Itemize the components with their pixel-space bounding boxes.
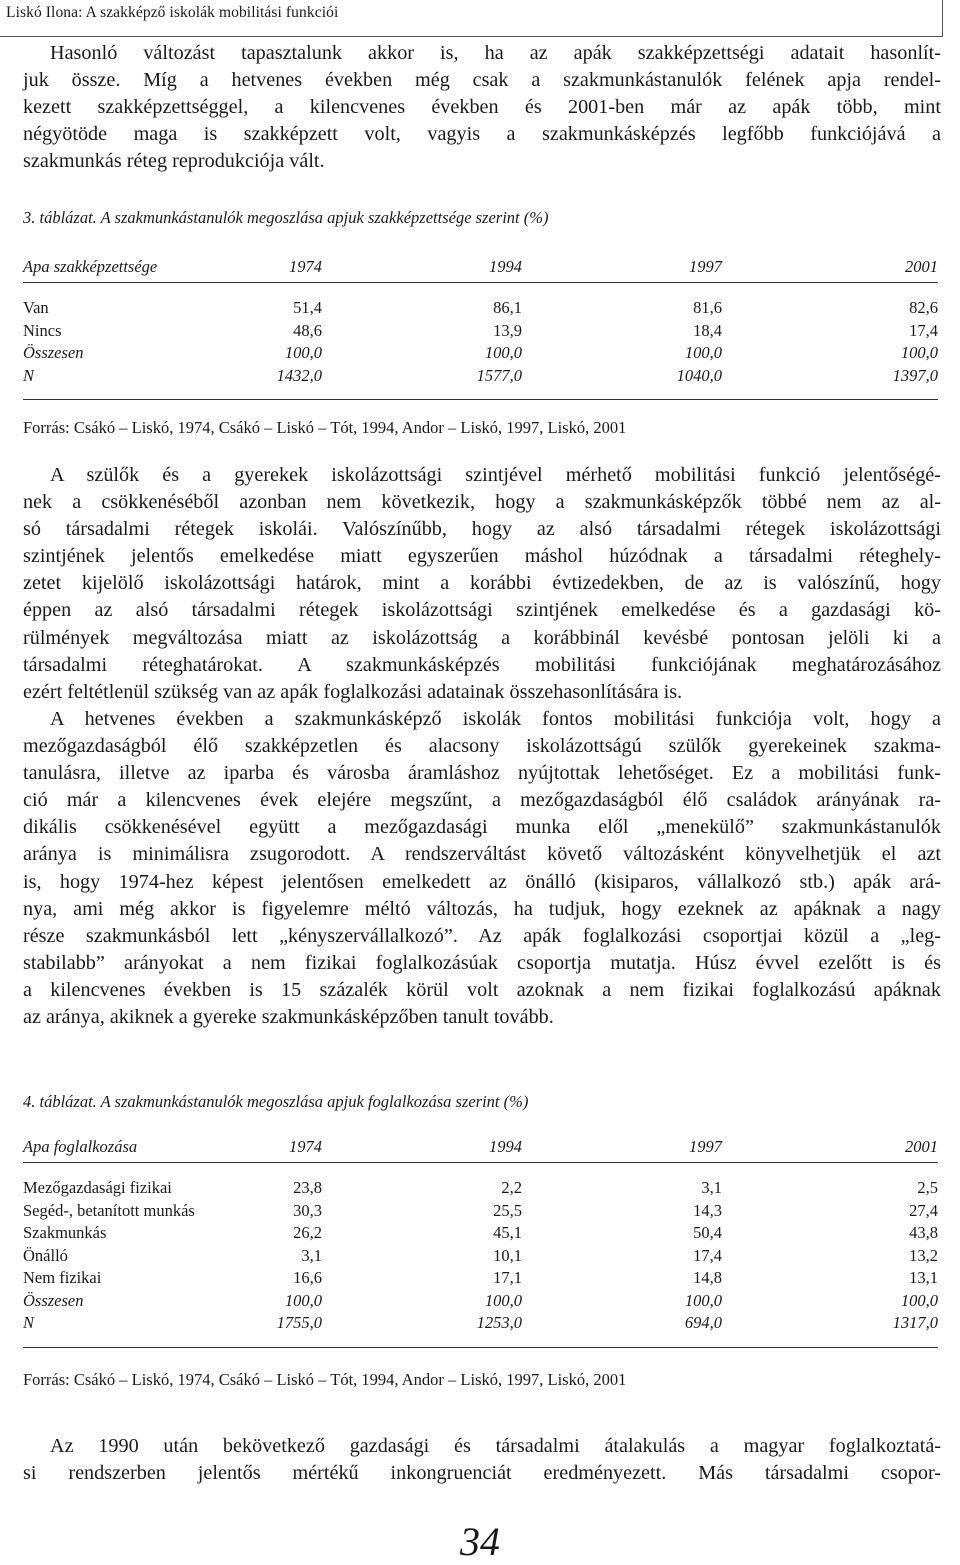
table-cell: 81,6 <box>693 298 722 318</box>
text-line: éppen az alsó társadalmi rétegek iskolázottsági szintjének emelkedése és a gazdasági kö- <box>23 599 941 622</box>
table3 <box>23 252 938 400</box>
table3-caption: 3. táblázat. A szakmunkástanulók megoszlása apjuk szakképzettsége szerint (%) <box>23 208 549 227</box>
table-cell: Mezőgazdasági fizikai <box>23 1178 172 1198</box>
closing-paragraph <box>23 1433 941 1487</box>
table-cell: 13,2 <box>909 1245 938 1265</box>
table-cell: 43,8 <box>909 1223 938 1243</box>
text-line: dikális csökkenésével együtt a mezőgazdasági munka elől „menekülő” szakmunkástanulók <box>23 816 941 839</box>
text-line: A szülők és a gyerekek iskolázottsági szintjével mérhető mobilitási funkció jelentőségé- <box>50 464 941 486</box>
text-line: kezett szakképzettséggel, a kilencvenes években és 2001-ben már az apák több, mint <box>23 96 941 119</box>
text-line: stabilabb” arányokat a nem fizikai foglalkozásúak csoportja mutatja. Húsz évvel ezelőtt is és <box>23 951 941 974</box>
table-cell: 1040,0 <box>676 365 722 385</box>
table-row <box>23 1267 938 1290</box>
table3-source: Forrás: Csákó – Liskó, 1974, Csákó – Liskó – Tót, 1994, Andor – Liskó, 1997, Liskó, 2001 <box>23 418 627 437</box>
table-cell: 10,1 <box>493 1245 522 1265</box>
table-cell: 100,0 <box>684 1290 722 1310</box>
text-line: si rendszerben jelentős mértékű inkongruenciát eredményezett. Más társadalmi csopor- <box>23 1462 941 1485</box>
table-cell: 14,3 <box>693 1200 722 1220</box>
text-line: négyötöde maga is szakképzett volt, vagyis a szakmunkásképzés legfőbb funkciójává a <box>23 123 941 146</box>
text-line: só társadalmi rétegek iskolái. Valószínűbb, hogy az alsó társadalmi rétegek iskolázottsági <box>23 518 941 541</box>
table-cell: 1577,0 <box>476 365 522 385</box>
text-line: nya, ami még akkor is figyelemre méltó változás, ha tudjuk, hogy ezeknek az apáknak a nagy <box>23 897 941 920</box>
text-line: szintjének jelentős emelkedése miatt egyszerűen máshol húzódnak a társadalmi réteghely- <box>23 545 941 568</box>
table-cell: Van <box>23 298 49 318</box>
text-line: szakmunkás réteg reprodukciója vált. <box>23 150 325 173</box>
table-cell: 16,6 <box>293 1268 322 1288</box>
table-cell: 86,1 <box>493 298 522 318</box>
table-header-cell: 1997 <box>689 1137 722 1156</box>
table-header-row <box>23 1132 938 1163</box>
text-line: ció már a kilencvenes évek elejére megszűnt, a mezőgazdaságból élő családok arányának ra- <box>23 789 941 812</box>
table-cell: Nincs <box>23 320 62 340</box>
text-line: az aránya, akiknek a gyereke szakmunkásképzőben tanult tovább. <box>23 1006 554 1029</box>
table-n-row <box>23 1312 938 1335</box>
text-line: része szakmunkásból lett „kényszervállalkozó”. Az apák foglalkozási csoportjai közül a „leg- <box>23 924 941 947</box>
table-header-cell: 2001 <box>905 1137 938 1156</box>
table-cell: 1397,0 <box>892 365 938 385</box>
table-cell: 1755,0 <box>276 1313 322 1333</box>
table-cell: Nem fizikai <box>23 1268 102 1288</box>
table4-caption: 4. táblázat. A szakmunkástanulók megoszlása apjuk foglalkozása szerint (%) <box>23 1092 529 1111</box>
table-cell: 50,4 <box>693 1223 722 1243</box>
text-line: rülmények megváltozása miatt az iskolázottság a korábbinál kevésbé pontosan jelöli ki a <box>23 626 941 649</box>
text-line: aránya is minimálisra zsugorodott. A rendszerváltást követő változásként könyvelhetjük el azt <box>23 843 941 866</box>
table-cell: N <box>23 1313 35 1333</box>
text-line: mezőgazdaságból élő szakképzetlen és alacsony iskolázottságú szülők gyerekeinek szakma- <box>23 735 941 758</box>
text-line: Az 1990 után bekövetkező gazdasági és társadalmi átalakulás a magyar foglalkoztatá- <box>50 1435 941 1457</box>
table-cell: 100,0 <box>484 1290 522 1310</box>
text-line: társadalmi réteghatárokat. A szakmunkásképzés mobilitási funkciójának meghatározásához <box>23 653 941 676</box>
table-cell: 1432,0 <box>276 365 322 385</box>
table-row <box>23 1200 938 1223</box>
text-line: A hetvenes években a szakmunkásképző iskolák fontos mobilitási funkciója volt, hogy a <box>50 708 941 730</box>
table-cell: Összesen <box>23 343 84 363</box>
table-cell: N <box>23 365 35 385</box>
table-cell: 100,0 <box>484 343 522 363</box>
table-cell: 2,5 <box>917 1178 938 1198</box>
table-cell: 1253,0 <box>476 1313 522 1333</box>
table4 <box>23 1132 938 1348</box>
text-line: zetet kijelölő iskolázottsági határok, mint a korábbi évtizedekben, de az is valószínű, hogy <box>23 572 941 595</box>
text-line: nek a csökkenéséből azonban nem következik, hogy a szakmunkásképzők többé nem az al- <box>23 491 941 514</box>
running-header <box>0 0 943 37</box>
table-cell: Önálló <box>23 1245 68 1265</box>
table-cell: 25,5 <box>493 1200 522 1220</box>
table-cell: 82,6 <box>909 298 938 318</box>
table-cell: 17,4 <box>693 1245 722 1265</box>
running-header-title: Liskó Ilona: A szakképző iskolák mobilitási funkciói <box>6 4 339 21</box>
table-row <box>23 320 938 343</box>
table-cell: 100,0 <box>284 343 322 363</box>
table-header-cell: 2001 <box>905 257 938 276</box>
text-line: a kilencvenes években is 15 százalék körül volt azoknak a nem fizikai foglalkozású apáknak <box>23 978 941 1001</box>
table-cell: Szakmunkás <box>23 1223 107 1243</box>
text-line: Hasonló változást tapasztalunk akkor is, ha az apák szakképzettségi adatait hasonlít- <box>50 42 941 64</box>
table-n-row <box>23 365 938 388</box>
text-line: juk össze. Míg a hetvenes években még csak a szakmunkástanulók felének apja rendel- <box>23 69 941 92</box>
table-cell: 3,1 <box>701 1178 722 1198</box>
table-cell: 13,1 <box>909 1268 938 1288</box>
text-line: is, hogy 1974-hez képest jelentősen emelkedett az önálló (kisiparos, vállalkozó stb.) apák ará- <box>23 870 941 893</box>
table-cell: 18,4 <box>693 320 722 340</box>
table-header-cell: 1994 <box>489 257 522 276</box>
table-cell: 694,0 <box>684 1313 722 1333</box>
table4-source: Forrás: Csákó – Liskó, 1974, Csákó – Liskó – Tót, 1994, Andor – Liskó, 1997, Liskó, 2001 <box>23 1370 627 1389</box>
table-cell: 48,6 <box>293 320 322 340</box>
table-cell: 17,4 <box>909 320 938 340</box>
table-cell: 26,2 <box>293 1223 322 1243</box>
table-cell: 30,3 <box>293 1200 322 1220</box>
table-total-row <box>23 1290 938 1313</box>
table-cell: 13,9 <box>493 320 522 340</box>
table-cell: 27,4 <box>909 1200 938 1220</box>
table-cell: 45,1 <box>493 1223 522 1243</box>
table-header-cell: 1997 <box>689 257 722 276</box>
table-total-row <box>23 342 938 365</box>
table-cell: 2,2 <box>501 1178 522 1198</box>
table-row <box>23 1177 938 1200</box>
table-header-cell: 1994 <box>489 1137 522 1156</box>
table-cell: 100,0 <box>900 343 938 363</box>
table-cell: 14,8 <box>693 1268 722 1288</box>
table-cell: 23,8 <box>293 1178 322 1198</box>
body-paragraph-1 <box>23 462 941 706</box>
table-row <box>23 1222 938 1245</box>
table-cell: 100,0 <box>284 1290 322 1310</box>
table-header-cell: 1974 <box>289 257 322 276</box>
table-cell: 51,4 <box>293 298 322 318</box>
table-header-row <box>23 252 938 283</box>
table-cell: 100,0 <box>900 1290 938 1310</box>
table-row <box>23 297 938 320</box>
intro-paragraph <box>23 40 941 175</box>
table-header-cell: Apa szakképzettsége <box>23 257 158 276</box>
table-cell: 3,1 <box>301 1245 322 1265</box>
table-header-cell: 1974 <box>289 1137 322 1156</box>
table-header-cell: Apa foglalkozása <box>23 1137 138 1156</box>
body-paragraph-2 <box>23 706 941 1031</box>
table-cell: 17,1 <box>493 1268 522 1288</box>
text-line: tanulásra, illetve az iparba és városba áramláshoz nyújtottak lehetőséget. Ez a mobilitási funk- <box>23 762 941 785</box>
table-row <box>23 1245 938 1268</box>
table-cell: 100,0 <box>684 343 722 363</box>
text-line: ezért feltétlenül szükség van az apák foglalkozási adatainak összehasonlítására is. <box>23 680 683 703</box>
page-number: 34 <box>460 1519 500 1564</box>
table-cell: Segéd-, betanított munkás <box>23 1200 195 1220</box>
table-cell: Összesen <box>23 1290 84 1310</box>
table-cell: 1317,0 <box>892 1313 938 1333</box>
